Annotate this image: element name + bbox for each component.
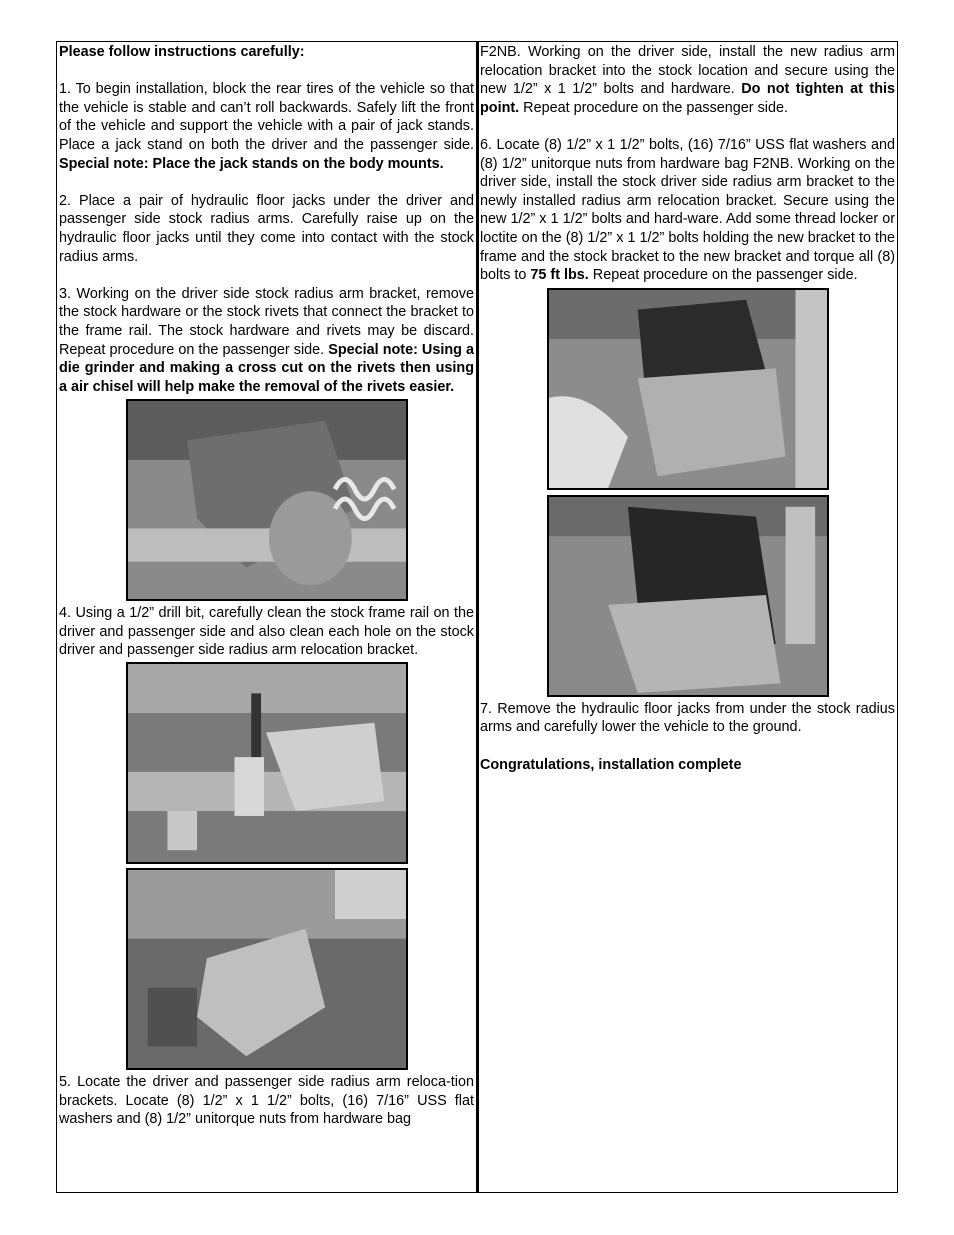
step-5-right: F2NB. Working on the driver side, install the new radius arm relocation bracket into the stock location and secure using the new 1/2” x 1 1/2” bolts and hardware. Do not tighten at this point. Repeat procedure on the passenger side. (480, 44, 895, 116)
step-1: 1. To begin installation, block the rear tires of the vehicle so that the vehicle is stable and can’t roll backwards. Safely lift the front of the vehicle and support the vehicle with a pair of jack stands. Place a jack stand on both the driver and the passenger side. Special note: Place the jack stands on the body mounts. (59, 81, 474, 172)
right-column (480, 43, 895, 793)
step-3: 3. Working on the driver side stock radius arm bracket, remove the stock hardware or the stock rivets that connect the bracket to the frame rail. The stock hardware and rivets may be discard. Repeat procedure on the passenger side. Special note: Using a die grinder and making a cross cut on the rivets then using a air chisel will help make the removal of the rivets easier. (59, 285, 474, 395)
column-divider (476, 41, 479, 1193)
instructions-heading: Please follow instructions carefully: (59, 44, 305, 60)
step-5-left: 5. Locate the driver and passenger side radius arm reloca-tion brackets. Locate (8) 1/2” x 1 1/2” bolts, (16) 7/16” USS flat washers and (8) 1/2” unitorque nuts from hardware bag (59, 1074, 474, 1128)
step-2: 2. Place a pair of hydraulic floor jacks under the driver and passenger side stock radius arms. Carefully raise up on the hydraulic floor jacks until they come into contact with the stock radius arms. (59, 192, 474, 265)
step-4: 4. Using a 1/2” drill bit, carefully clean the stock frame rail on the driver and passenger side and also clean each hole on the stock driver and passenger side radius arm relocation bracket. (59, 605, 474, 659)
step-6: 6. Locate (8) 1/2” x 1 1/2” bolts, (16) 7/16” USS flat washers and (8) 1/2” unitorque nuts from hardware bag F2NB. Working on the driver side, install the stock driver side radius arm bracket to the newly installed radius arm relocation bracket. Secure using the new 1/2” x 1 1/2” bolts and hard-ware. Add some thread locker or loctite on the (8) 1/2” x 1 1/2” bolts holding the new bracket to the frame and the stock bracket to the new bracket and torque all (8) bolts to 75 ft lbs. Repeat procedure on the passenger side. (480, 136, 895, 284)
step-7: 7. Remove the hydraulic floor jacks from under the stock radius arms and carefully lower the vehicle to the ground. (480, 700, 895, 736)
photo-bolting-bracket (547, 288, 829, 490)
left-column (59, 43, 474, 1129)
photo-drilling (126, 662, 408, 864)
closing-message: Congratulations, installation complete (480, 756, 742, 773)
photo-cleaning-holes (126, 868, 408, 1070)
photo-installed-bracket (547, 495, 829, 697)
photo-stock-bracket (126, 399, 408, 601)
